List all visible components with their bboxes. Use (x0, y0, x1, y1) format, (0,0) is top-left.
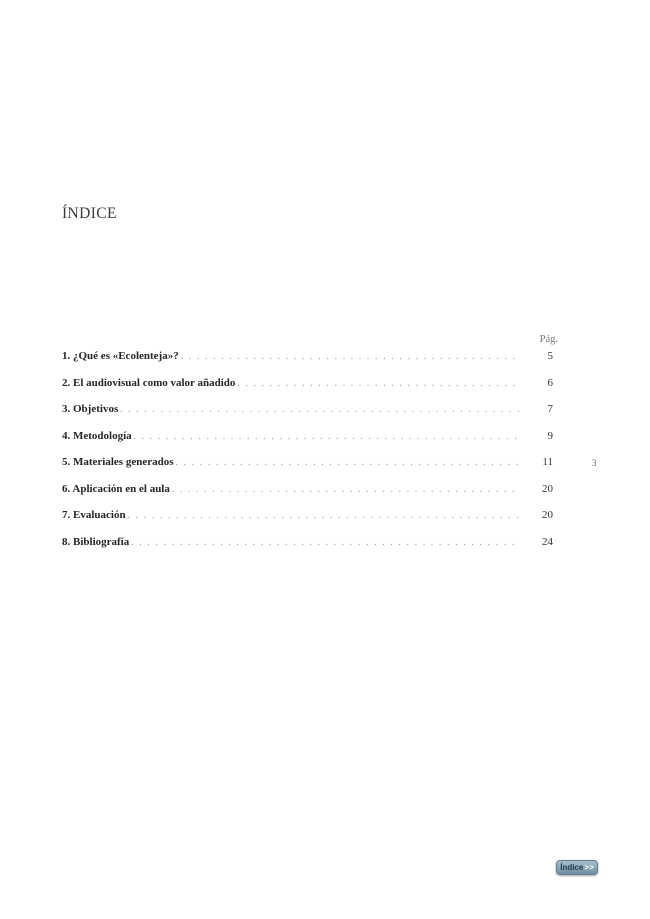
toc-entry-page: 20 (542, 482, 553, 495)
dot-leader (134, 431, 519, 441)
toc-entry-3[interactable] (62, 403, 553, 430)
toc-entry-5[interactable] (62, 456, 553, 483)
double-chevron-right-icon: >> (584, 863, 594, 872)
dot-leader (176, 457, 520, 467)
toc-entry-label: 5. Materiales generados (62, 456, 174, 468)
toc-entry-page: 24 (542, 535, 553, 548)
toc-entry-label: 7. Evaluación (62, 509, 126, 521)
dot-leader (120, 404, 519, 414)
toc-entry-label: 8. Bibliografía (62, 535, 130, 548)
indice-nav-button[interactable] (556, 860, 598, 875)
toc-entry-page: 5 (547, 350, 553, 362)
toc-entry-4[interactable] (62, 430, 553, 457)
toc-entry-page: 20 (542, 509, 553, 521)
toc-entry-label: 3. Objetivos (62, 403, 119, 415)
dot-leader (172, 484, 519, 494)
dot-leader (237, 378, 519, 388)
toc-entry-7[interactable] (62, 509, 553, 536)
page-title: ÍNDICE (62, 205, 117, 222)
toc-entry-page: 6 (547, 376, 553, 389)
table-of-contents (62, 350, 553, 562)
toc-entry-2[interactable] (62, 377, 553, 404)
toc-entry-label: 4. Metodología (62, 429, 132, 442)
toc-entry-page: 9 (547, 429, 553, 442)
indice-button-label: Índice (560, 863, 584, 872)
toc-entry-6[interactable] (62, 483, 553, 510)
toc-entry-label: 6. Aplicación en el aula (62, 482, 170, 495)
dot-leader (131, 537, 519, 547)
toc-entry-8[interactable] (62, 536, 553, 563)
dot-leader (128, 510, 519, 520)
toc-entry-page: 11 (542, 456, 553, 468)
toc-entry-label: 1. ¿Qué es «Ecolenteja»? (62, 350, 179, 362)
toc-entry-label: 2. El audiovisual como valor añadido (62, 376, 236, 389)
toc-entry-1[interactable] (62, 350, 553, 377)
toc-entry-page: 7 (547, 403, 553, 415)
page-number: 3 (592, 458, 597, 468)
dot-leader (181, 351, 519, 361)
page-column-header: Pág. (539, 334, 558, 345)
